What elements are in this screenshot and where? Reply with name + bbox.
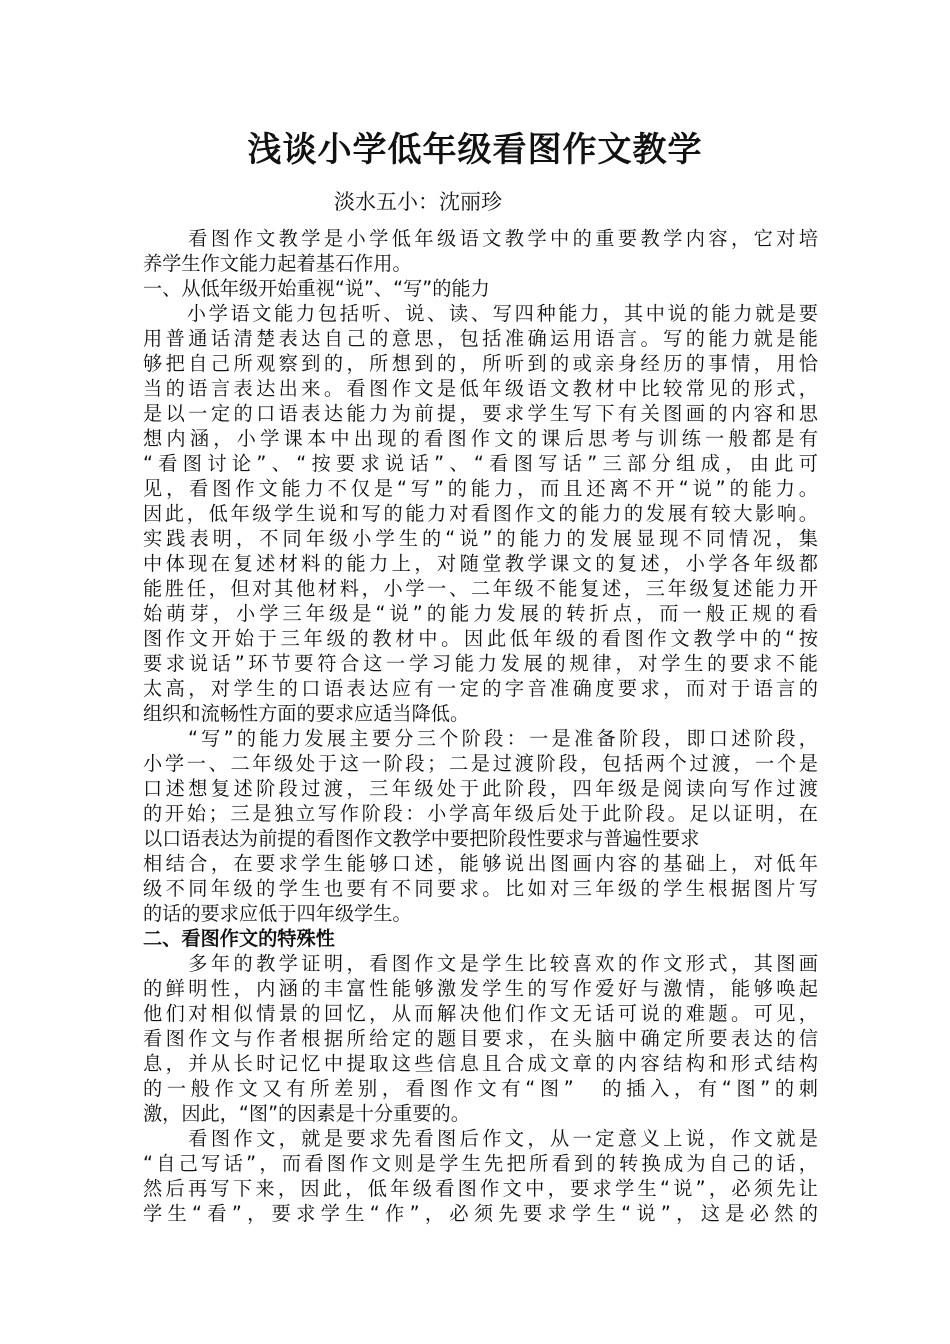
text-line: 的一般作文又有所差别，看图作文有“图” 的插入，有“图”的刺	[143, 1077, 818, 1100]
text-line: 多年的教学证明，看图作文是学生比较喜欢的作文形式，其图画	[143, 952, 818, 975]
text-line: 用普通话清楚表达自己的意思，包括准确运用语言。写的能力就是能	[143, 327, 818, 350]
text-line: 相结合，在要求学生能够口述，能够说出图画内容的基础上，对低年	[143, 852, 818, 875]
text-line: 息，并从长时记忆中提取这些信息且合成文章的内容结构和形式结构	[143, 1052, 818, 1075]
author-line: 淡水五小：沈丽珍	[334, 190, 502, 214]
text-line: 口述想复述阶段过渡，三年级处于此阶段，四年级是阅读向写作过渡	[143, 777, 818, 800]
text-line: 小学语文能力包括听、说、读、写四种能力，其中说的能力就是要	[143, 302, 818, 325]
text-line: 因此，低年级学生说和写的能力对看图作文的能力的发展有较大影响。	[143, 502, 818, 525]
text-line: 级不同年级的学生也要有不同要求。比如对三年级的学生根据图片写	[143, 877, 818, 900]
text-line: 当的语言表达出来。看图作文是低年级语文教材中比较常见的形式，	[143, 377, 818, 400]
text-line: 激，因此，“图”的因素是十分重要的。	[143, 1102, 470, 1125]
text-line: 然后再写下来，因此，低年级看图作文中，要求学生“说”，必须先让	[143, 1177, 818, 1200]
text-line: 以口语表达为前提的看图作文教学中要把阶段性要求与普遍性要求	[143, 827, 700, 850]
document-title: 浅谈小学低年级看图作文教学	[247, 130, 703, 170]
text-line: 要求说话”环节要符合这一学习能力发展的规律，对学生的要求不能	[143, 652, 818, 675]
text-line: “看图讨论”、“按要求说话”、“看图写话”三部分组成，由此可	[143, 452, 818, 475]
text-line: 的话的要求应低于四年级学生。	[143, 902, 412, 925]
text-line: 图作文开始于三年级的教材中。因此低年级的看图作文教学中的“按	[143, 627, 818, 650]
text-line: 看图作文与作者根据所给定的题目要求，在头脑中确定所要表达的信	[143, 1027, 818, 1050]
document-body	[143, 226, 818, 1226]
section-heading: 一、从低年级开始重视“说”、“写”的能力	[143, 277, 490, 300]
text-line: 的开始；三是独立写作阶段：小学高年级后处于此阶段。足以证明，在	[143, 802, 818, 825]
text-line: 小学一、二年级处于这一阶段；二是过渡阶段，包括两个过渡，一个是	[143, 752, 818, 775]
text-line: 想内涵，小学课本中出现的看图作文的课后思考与训练一般都是有	[143, 427, 818, 450]
text-line: “自己写话”，而看图作文则是学生先把所看到的转换成为自己的话，	[143, 1152, 818, 1175]
text-line: 够把自己所观察到的，所想到的，所听到的或亲身经历的事情，用恰	[143, 352, 818, 375]
text-line: 学生“看”，要求学生“作”，必须先要求学生“说”，这是必然的	[143, 1202, 818, 1225]
text-line: 中体现在复述材料的能力上，对随堂教学课文的复述，小学各年级都	[143, 552, 818, 575]
section-heading: 二、看图作文的特殊性	[143, 927, 335, 950]
text-line: 组织和流畅性方面的要求应适当降低。	[143, 702, 470, 725]
text-line: “写”的能力发展主要分三个阶段：一是准备阶段，即口述阶段，	[143, 727, 818, 750]
text-line: 养学生作文能力起着基石作用。	[143, 252, 412, 275]
text-line: 太高，对学生的口语表达应有一定的字音准确度要求，而对于语言的	[143, 677, 818, 700]
text-line: 是以一定的口语表达能力为前提，要求学生写下有关图画的内容和思	[143, 402, 818, 425]
text-line: 的鲜明性，内涵的丰富性能够激发学生的写作爱好与激情，能够唤起	[143, 977, 818, 1000]
text-line: 始萌芽，小学三年级是“说”的能力发展的转折点，而一般正规的看	[143, 602, 818, 625]
text-line: 看图作文，就是要求先看图后作文，从一定意义上说，作文就是	[143, 1127, 818, 1150]
text-line: 能胜任，但对其他材料，小学一、二年级不能复述，三年级复述能力开	[143, 577, 818, 600]
text-line: 实践表明，不同年级小学生的“说”的能力的发展显现不同情况，集	[143, 527, 818, 550]
text-line: 看图作文教学是小学低年级语文教学中的重要教学内容，它对培	[143, 227, 818, 250]
text-line: 见，看图作文能力不仅是“写”的能力，而且还离不开“说”的能力。	[143, 477, 818, 500]
text-line: 他们对相似情景的回忆，从而解决他们作文无话可说的难题。可见，	[143, 1002, 818, 1025]
